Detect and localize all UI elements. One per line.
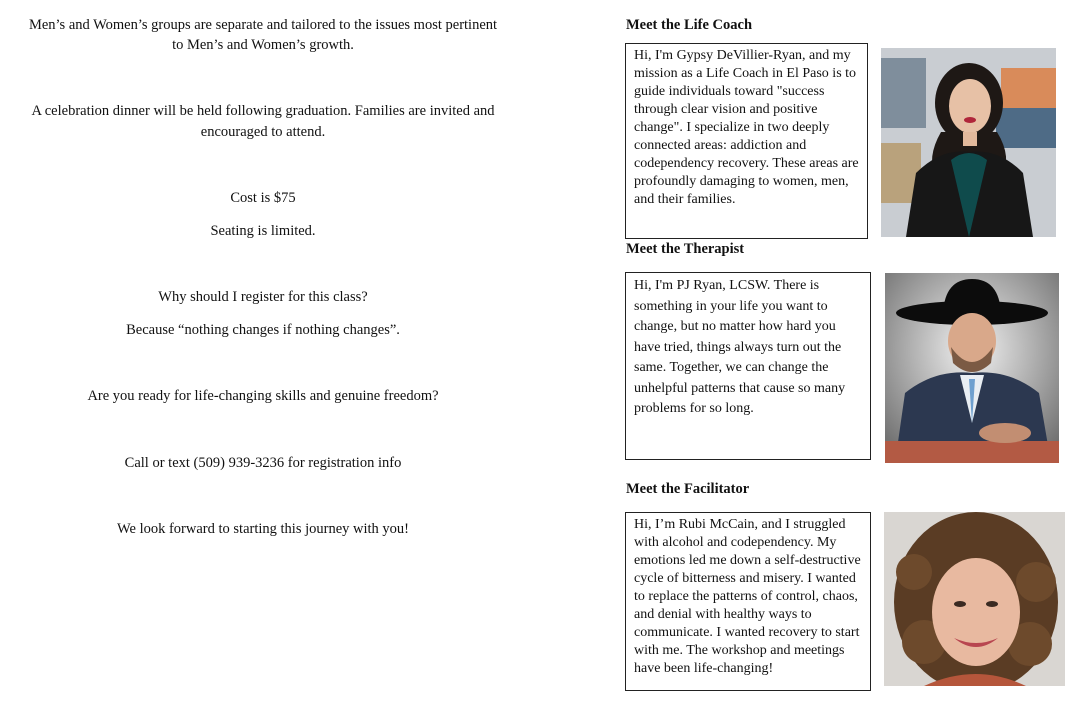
facilitator-heading: Meet the Facilitator xyxy=(626,481,750,497)
look-forward-text: We look forward to starting this journey with you! xyxy=(116,521,409,537)
call-text: Call or text (509) 939-3236 for registration info xyxy=(124,455,402,471)
therapist-bio-box: Hi, I'm PJ Ryan, LCSW. There is something in your life you want to change, but no matter how hard you have tried, things always turn out the same. Together, we can change the unhelpful patterns that cause so many problems for so long. xyxy=(625,272,871,460)
woman-portrait-photo-icon xyxy=(881,48,1056,237)
dinner-text-line2: encouraged to attend. xyxy=(200,124,326,140)
because-text: Because “nothing changes if nothing changes”. xyxy=(126,322,400,338)
facilitator-photo xyxy=(884,512,1065,686)
dinner-text-line1: A celebration dinner will be held following graduation. Families are invited and xyxy=(31,103,495,119)
seating-text: Seating is limited. xyxy=(210,223,316,239)
why-register-text: Why should I register for this class? xyxy=(158,289,368,305)
groups-text-line1: Men’s and Women’s groups are separate and tailored to the issues most pertinent xyxy=(28,17,498,33)
man-cowboy-hat-portrait-photo-icon xyxy=(885,273,1059,463)
life-coach-heading: Meet the Life Coach xyxy=(626,17,753,33)
facilitator-bio-box: Hi, I’m Rubi McCain, and I struggled with alcohol and codependency. My emotions led me down a self-destructive cycle of bitterness and misery. I wanted to replace the patterns of control, chaos, and denial with healthy ways to communicate. I wanted recovery to start with me. The workshop and meetings have been life-changing! xyxy=(625,512,871,691)
woman-curly-hair-portrait-photo-icon xyxy=(884,512,1065,686)
groups-text-line2: to Men’s and Women’s growth. xyxy=(172,37,354,53)
therapist-photo xyxy=(885,273,1059,463)
life-coach-photo xyxy=(881,48,1056,237)
cost-text: Cost is $75 xyxy=(230,190,296,206)
therapist-heading: Meet the Therapist xyxy=(626,241,745,257)
ready-text: Are you ready for life-changing skills and genuine freedom? xyxy=(87,388,439,404)
life-coach-bio-box: Hi, I'm Gypsy DeVillier-Ryan, and my mission as a Life Coach in El Paso is to guide individuals toward "success through clear vision and positive change". I specialize in two deeply connected areas: addiction and codependency recovery. These areas are profoundly damaging to women, men, and their families. xyxy=(625,43,868,239)
